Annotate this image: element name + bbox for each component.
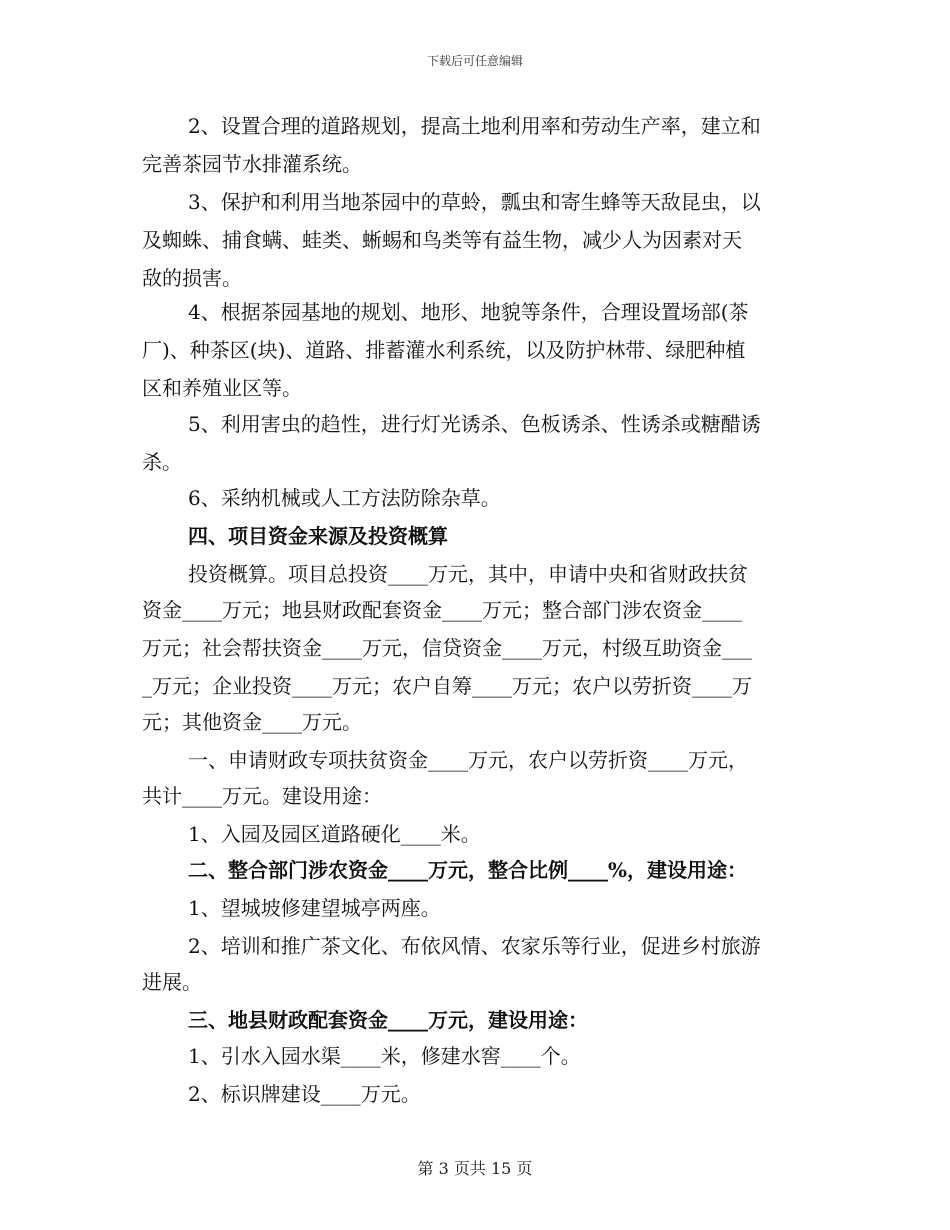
paragraph-line: _万元；企业投资____万元；农户自筹____万元；农户以劳折资____万 [142,674,752,698]
paragraph-line: 投资概算。项目总投资____万元，其中，申请中央和省财政扶贫 [188,562,748,586]
paragraph-line: 及蜘蛛、捕食螨、蛙类、蜥蜴和鸟类等有益生物，减少人为因素对天 [142,228,742,252]
paragraph-line: 厂)、种茶区(块)、道路、排蓄灌水利系统，以及防护林带、绿肥种植 [142,338,746,362]
paragraph-line: 万元；社会帮扶资金____万元，信贷资金____万元，村级互助资金___ [142,636,752,660]
paragraph-line: 2、培训和推广茶文化、布依风情、农家乐等行业，促进乡村旅游 [188,934,761,958]
section-heading: 二、整合部门涉农资金____万元，整合比例____%，建设用途： [188,858,748,882]
paragraph-line: 2、设置合理的道路规划，提高土地利用率和劳动生产率，建立和 [188,114,761,138]
header-note: 下载后可任意编辑 [426,54,523,68]
section-heading: 三、地县财政配套资金____万元，建设用途： [188,1008,588,1032]
paragraph-line: 1、入园及园区道路硬化____米。 [188,822,481,846]
paragraph-line: 3、保护和利用当地茶园中的草蛉，瓢虫和寄生蜂等天敌昆虫，以 [188,190,761,214]
paragraph-line: 一、申请财政专项扶贫资金____万元，农户以劳折资____万元， [188,748,748,772]
paragraph-line: 元；其他资金____万元。 [142,710,362,734]
paragraph-line: 资金____万元；地县财政配套资金____万元；整合部门涉农资金____ [142,598,742,622]
paragraph-line: 1、引水入园水渠____米，修建水窖____个。 [188,1044,581,1068]
paragraph-line: 区和养殖业区等。 [142,376,302,400]
paragraph-line: 5、利用害虫的趋性，进行灯光诱杀、色板诱杀、性诱杀或糖醋诱 [188,412,761,436]
section-heading: 四、项目资金来源及投资概算 [188,524,448,548]
paragraph-line: 杀。 [142,450,182,474]
paragraph-line: 敌的损害。 [142,266,242,290]
paragraph-line: 进展。 [142,970,202,994]
paragraph-line: 6、采纳机械或人工方法防除杂草。 [188,486,501,510]
page-number: 第 3 页共 15 页 [417,1159,533,1178]
paragraph-line: 4、根据茶园基地的规划、地形、地貌等条件，合理设置场部(茶 [188,300,749,324]
paragraph-line: 共计____万元。建设用途： [142,784,382,808]
paragraph-line: 完善茶园节水排灌系统。 [142,152,362,176]
paragraph-line: 2、标识牌建设____万元。 [188,1082,421,1106]
paragraph-line: 1、望城坡修建望城亭两座。 [188,896,441,920]
